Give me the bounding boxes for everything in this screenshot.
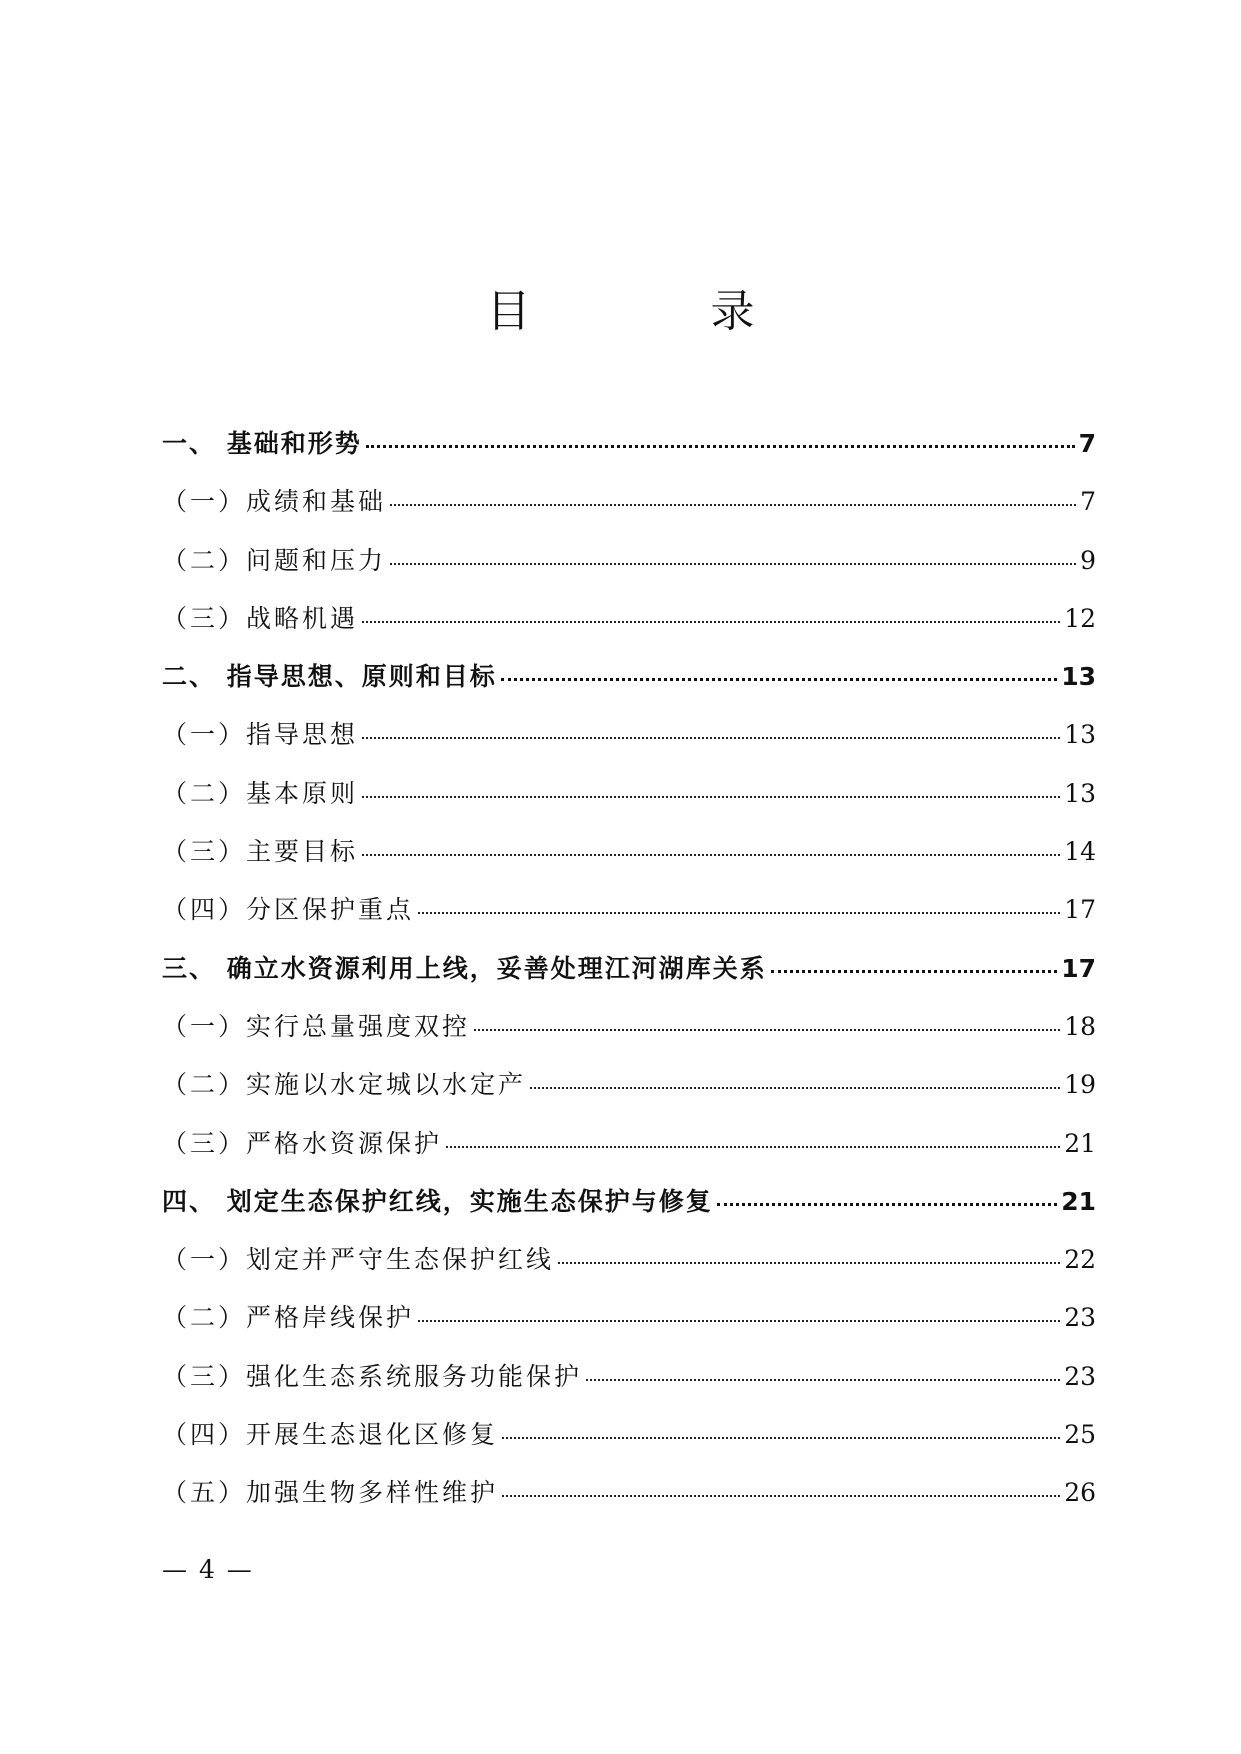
toc-entry-page-number: 22 bbox=[1064, 1245, 1096, 1275]
toc-entry-page-number: 21 bbox=[1061, 1186, 1096, 1216]
toc-section-entry[interactable] bbox=[162, 482, 1096, 540]
toc-dot-leader bbox=[366, 445, 1075, 448]
toc-entry-label: （二）严格岸线保护 bbox=[162, 1303, 415, 1333]
toc-entry-label: （四）开展生态退化区修复 bbox=[162, 1420, 499, 1450]
toc-entry-page-number: 13 bbox=[1064, 720, 1096, 750]
toc-dot-leader bbox=[418, 912, 1060, 914]
toc-entry-page-number: 18 bbox=[1064, 1011, 1096, 1041]
toc-entry-page-number: 23 bbox=[1064, 1361, 1096, 1391]
toc-entry-page-number: 26 bbox=[1064, 1478, 1096, 1508]
toc-dot-leader bbox=[558, 1262, 1060, 1264]
toc-chapter-entry[interactable] bbox=[162, 1182, 1096, 1240]
toc-entry-page-number: 17 bbox=[1061, 953, 1096, 983]
toc-section-entry[interactable] bbox=[162, 1124, 1096, 1182]
toc-entry-label: （二）基本原则 bbox=[162, 778, 359, 808]
toc-dot-leader bbox=[502, 1437, 1060, 1439]
toc-entry-page-number: 23 bbox=[1064, 1303, 1096, 1333]
toc-dot-leader bbox=[474, 1029, 1060, 1031]
toc-entry-label: （三）战略机遇 bbox=[162, 603, 359, 633]
toc-dot-leader bbox=[362, 796, 1060, 798]
toc-section-entry[interactable] bbox=[162, 1240, 1096, 1298]
toc-entry-page-number: 21 bbox=[1064, 1128, 1096, 1158]
toc-entry-label: （三）严格水资源保护 bbox=[162, 1128, 443, 1158]
toc-section-entry[interactable] bbox=[162, 1473, 1096, 1531]
toc-entry-label: （五）加强生物多样性维护 bbox=[162, 1478, 499, 1508]
toc-entry-label: （二）问题和压力 bbox=[162, 545, 387, 575]
toc-entry-page-number: 17 bbox=[1064, 895, 1096, 925]
toc-dot-leader bbox=[502, 1495, 1060, 1497]
toc-entry-label: 一、 基础和形势 bbox=[162, 429, 362, 458]
toc-entry-page-number: 7 bbox=[1080, 487, 1096, 517]
toc-entry-label: （一）成绩和基础 bbox=[162, 487, 387, 517]
toc-section-entry[interactable] bbox=[162, 890, 1096, 948]
toc-entry-label: 二、 指导思想、原则和目标 bbox=[162, 662, 497, 692]
toc-entry-label: （二）实施以水定城以水定产 bbox=[162, 1070, 527, 1100]
toc-chapter-entry[interactable] bbox=[162, 949, 1096, 1007]
toc-section-entry[interactable] bbox=[162, 1357, 1096, 1415]
toc-section-entry[interactable] bbox=[162, 1298, 1096, 1356]
toc-entry-page-number: 13 bbox=[1061, 662, 1096, 692]
toc-entry-label: （一）指导思想 bbox=[162, 720, 359, 750]
toc-section-entry[interactable] bbox=[162, 1007, 1096, 1065]
toc-dot-leader bbox=[362, 737, 1060, 739]
toc-dot-leader bbox=[501, 678, 1057, 681]
toc-entry-page-number: 7 bbox=[1078, 429, 1096, 458]
toc-entry-page-number: 19 bbox=[1064, 1070, 1096, 1100]
toc-dot-leader bbox=[390, 504, 1076, 506]
toc-dot-leader bbox=[771, 970, 1057, 973]
toc-dot-leader bbox=[418, 1320, 1060, 1322]
toc-dot-leader bbox=[362, 854, 1060, 856]
toc-entry-label: （一）划定并严守生态保护红线 bbox=[162, 1245, 555, 1275]
toc-entry-page-number: 25 bbox=[1064, 1420, 1096, 1450]
toc-section-entry[interactable] bbox=[162, 1415, 1096, 1473]
toc-dot-leader bbox=[362, 621, 1060, 623]
toc-entry-label: （四）分区保护重点 bbox=[162, 895, 415, 925]
toc-entry-label: 四、 划定生态保护红线，实施生态保护与修复 bbox=[162, 1186, 713, 1216]
toc-entry-page-number: 12 bbox=[1064, 603, 1096, 633]
toc-section-entry[interactable] bbox=[162, 774, 1096, 832]
page-number: — 4 — bbox=[162, 1555, 254, 1584]
toc-section-entry[interactable] bbox=[162, 541, 1096, 599]
toc-dot-leader bbox=[586, 1379, 1060, 1381]
toc-dot-leader bbox=[390, 563, 1076, 565]
toc-section-entry[interactable] bbox=[162, 1065, 1096, 1123]
toc-dot-leader bbox=[446, 1146, 1060, 1148]
table-of-contents bbox=[162, 424, 1096, 1532]
toc-entry-page-number: 14 bbox=[1064, 837, 1096, 867]
page-title: 目 录 bbox=[486, 286, 823, 337]
toc-section-entry[interactable] bbox=[162, 599, 1096, 657]
toc-section-entry[interactable] bbox=[162, 715, 1096, 773]
toc-section-entry[interactable] bbox=[162, 832, 1096, 890]
toc-entry-page-number: 13 bbox=[1064, 778, 1096, 808]
toc-entry-label: 三、 确立水资源利用上线，妥善处理江河湖库关系 bbox=[162, 953, 767, 983]
toc-chapter-entry[interactable] bbox=[162, 657, 1096, 715]
toc-entry-label: （三）主要目标 bbox=[162, 837, 359, 867]
toc-chapter-entry[interactable] bbox=[162, 424, 1096, 482]
toc-dot-leader bbox=[530, 1087, 1060, 1089]
toc-dot-leader bbox=[717, 1203, 1057, 1206]
toc-entry-page-number: 9 bbox=[1080, 545, 1096, 575]
toc-entry-label: （一）实行总量强度双控 bbox=[162, 1011, 471, 1041]
toc-entry-label: （三）强化生态系统服务功能保护 bbox=[162, 1361, 583, 1391]
